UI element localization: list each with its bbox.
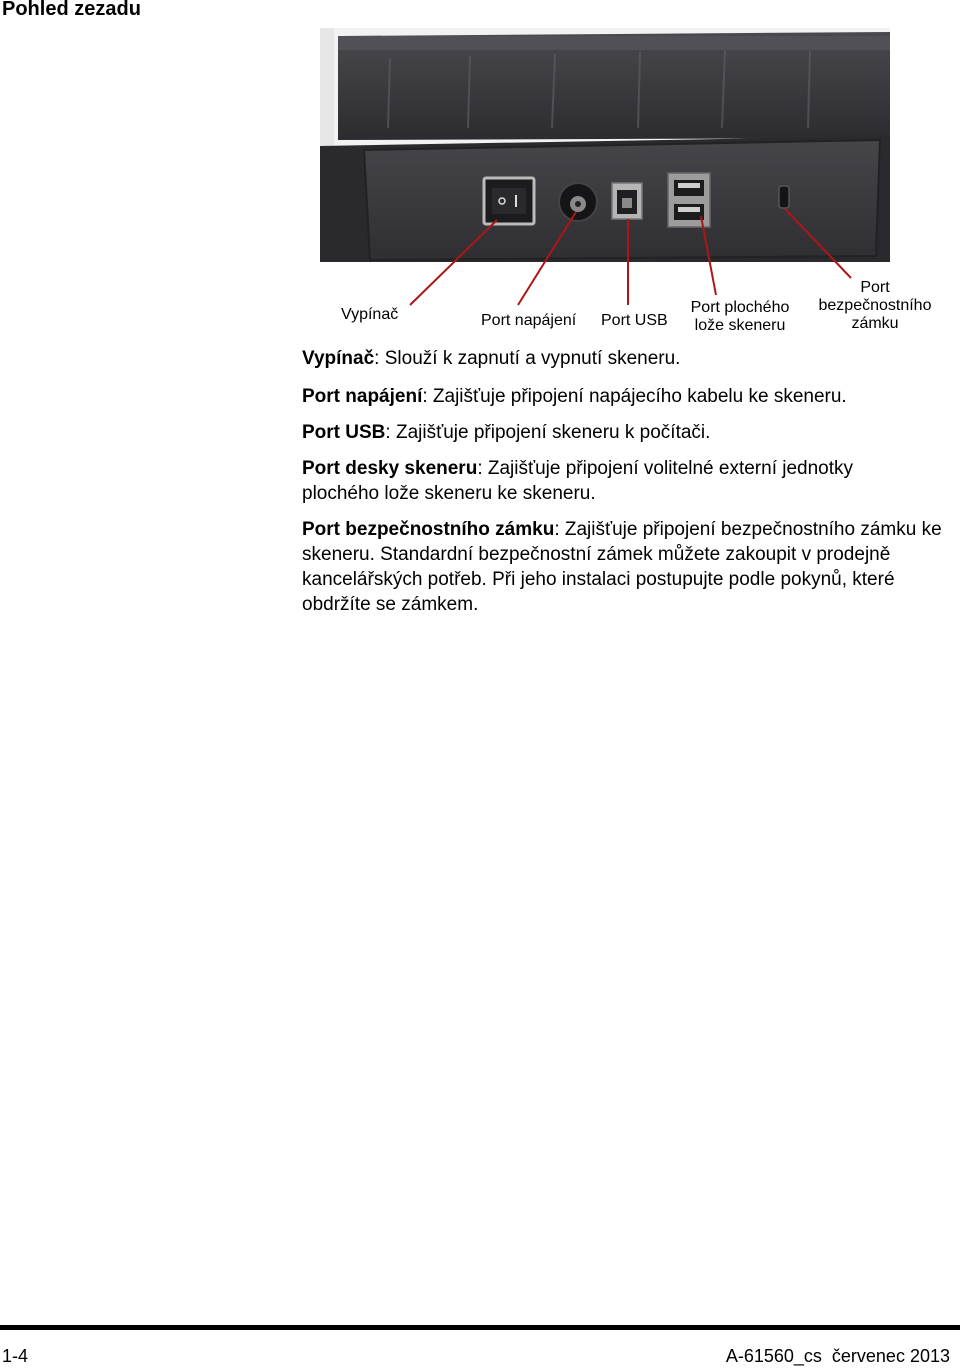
desc-text: : Slouží k zapnutí a vypnutí skeneru. — [374, 348, 681, 369]
section-title: Pohled zezadu — [2, 0, 141, 20]
callout-flatbed-port — [686, 299, 794, 335]
desc-text: : Zajišťuje připojení napájecího kabelu ke skeneru. — [422, 386, 847, 407]
callout-power-port: Port napájení — [481, 312, 577, 329]
callout-security-port — [812, 279, 938, 333]
desc-term: Port bezpečnostního zámku — [302, 519, 555, 540]
callout-security-line1: Port — [860, 279, 890, 296]
callout-usb-port: Port USB — [601, 312, 668, 329]
desc-term: Port napájení — [302, 386, 423, 407]
desc-power-switch — [302, 346, 942, 371]
desc-usb-port — [302, 420, 942, 445]
callout-power-switch: Vypínač — [341, 306, 399, 323]
desc-power-port — [302, 384, 942, 409]
doc-id: A-61560_cs červenec 2013 — [725, 1346, 950, 1366]
callout-flatbed-line2: lože skeneru — [694, 317, 786, 334]
desc-text: : Zajišťuje připojení volitelné externí jednotky plochého lože skeneru ke skeneru. — [302, 458, 854, 504]
desc-term: Port USB — [302, 422, 386, 443]
desc-text: : Zajišťuje připojení bezpečnostního zámku ke skeneru. Standardní bezpečnostní zámek můžete zakoupit v prodejně kancelářských potřeb. Při jeho instalaci postupujte podle pokynů, které obdržíte se zámkem. — [302, 519, 942, 615]
desc-flatbed-port — [302, 456, 922, 506]
scanner-rear-photo — [320, 28, 890, 262]
desc-term: Port desky skeneru — [302, 458, 478, 479]
footer-rule — [0, 1325, 960, 1330]
callout-security-line2: bezpečnostního — [818, 297, 932, 314]
page-number: 1-4 — [2, 1346, 29, 1366]
desc-security-port — [302, 517, 942, 617]
callout-flatbed-line1: Port plochého — [690, 299, 790, 316]
desc-term: Vypínač — [302, 348, 375, 369]
desc-text: : Zajišťuje připojení skeneru k počítači. — [385, 422, 711, 443]
callout-security-line3: zámku — [851, 315, 899, 332]
